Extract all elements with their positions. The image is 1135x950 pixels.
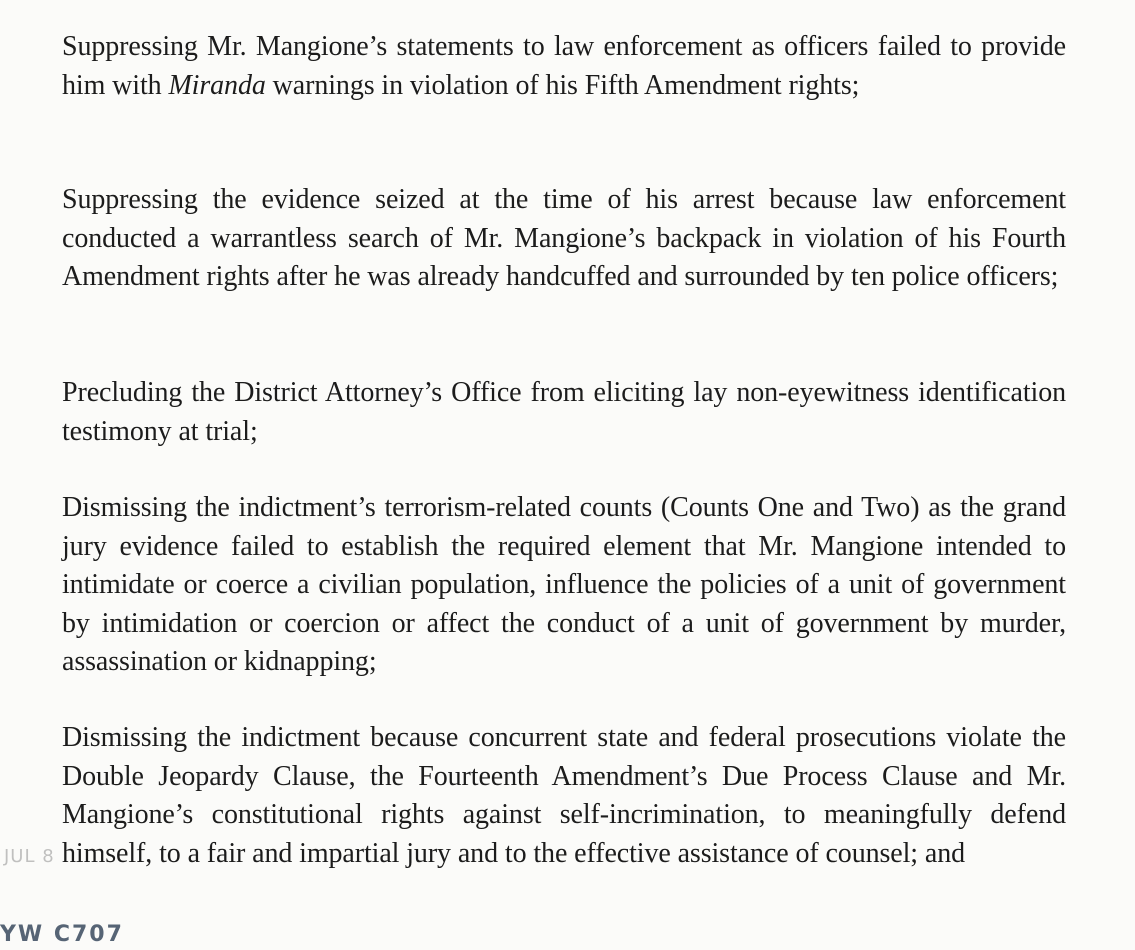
italic-case-name: Miranda bbox=[168, 69, 266, 101]
paragraph-miranda-suppression bbox=[62, 28, 1066, 105]
paragraph-terrorism-counts-dismissal: Dismissing the indictment’s terrorism-related counts (Counts One and Two) as the grand jury evidence failed to establish the required element that Mr. Mangione intended to intimidate or coerce a civilian population, influence the policies of a unit of government by intimidation or coercion or affect the conduct of a unit of government by murder, assassination or kidnapping; bbox=[62, 492, 1066, 677]
paragraph-double-jeopardy-dismissal: Dismissing the indictment because concurrent state and federal prosecutions violate the Double Jeopardy Clause, the Fourteenth Amendment’s Due Process Clause and Mr. Mangione’s constitutional rights against self-incrimination, to meaningfully defend himself, to a fair and impartial jury and to the effective assistance of counsel; and bbox=[62, 722, 1066, 869]
paragraph-text: warnings in violation of his Fifth Amendment rights; bbox=[265, 69, 860, 101]
paragraph-evidence-suppression: Suppressing the evidence seized at the time of his arrest because law enforcement conducted a warrantless search of Mr. Mangione’s backpack in violation of his Fourth Amendment rights after he was already handcuffed and surrounded by ten police officers; bbox=[62, 184, 1066, 292]
margin-faint-mark: JUL 8 bbox=[4, 846, 55, 867]
paragraph-identification-preclusion: Precluding the District Attorney’s Office from eliciting lay non-eyewitness identification testimony at trial; bbox=[62, 377, 1066, 447]
margin-stamp-mark: YW C707 bbox=[0, 922, 124, 947]
paragraph-text: Suppressing Mr. Mangione’s statements to law enforcement as officers failed to provide him with bbox=[62, 31, 1066, 101]
